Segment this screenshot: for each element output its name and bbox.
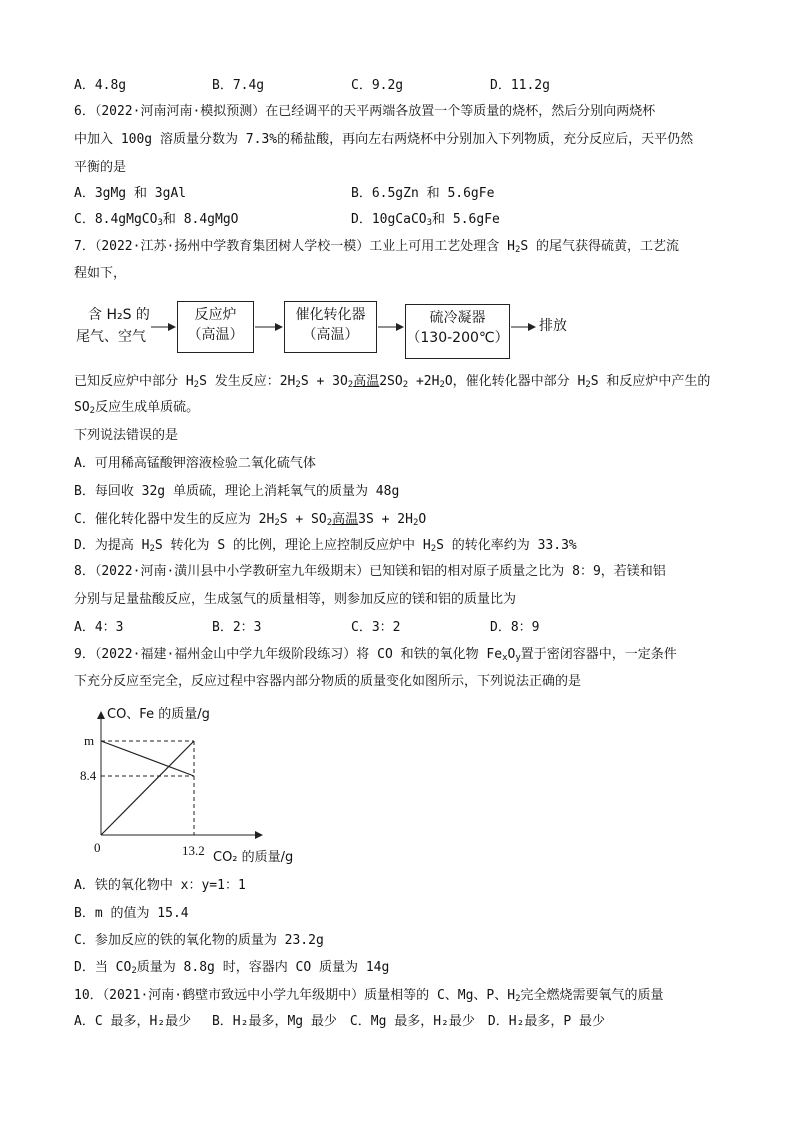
flow-box-condenser: 硫冷凝器 （130-200℃） [405, 304, 510, 359]
q9-option-a: A．铁的氧化物中 x：y=1：1 [74, 878, 246, 893]
chart-y-axis-label: CO、Fe 的质量/g [107, 707, 210, 722]
q8-option-a: A．4：3 [74, 620, 124, 635]
flow-box-furnace: 反应炉 （高温） [177, 301, 254, 353]
q10-options: A．C 最多，H₂最少 B．H₂最多，Mg 最少 C．Mg 最多，H₂最少 D．H₂最多，P 最少 [74, 1014, 606, 1029]
q7-option-b: B．每回收 32g 单质硫，理论上消耗氧气的质量为 48g [74, 484, 400, 499]
q8-option-c: C．3：2 [351, 620, 401, 635]
q9-option-d: D．当 $CO_2$质量为 8.8g 时，容器内 CO 质量为 14g [74, 960, 390, 976]
q6-stem-line1: 6．（2022·河南河南·模拟预测）在已经调平的天平两端各放置一个等质量的烧杯，然后分别向两烧杯 [74, 104, 656, 119]
q8-stem-line1: 8．（2022·河南·潢川县中小学教研室九年级期末）已知镁和铝的相对原子质量之比为 8：9，若镁和铝 [74, 564, 666, 579]
q5-option-b: B．7.4g [212, 78, 265, 93]
flow-input-line2: 尾气、空气 [76, 329, 146, 345]
q8-stem-line2: 分别与足量盐酸反应，生成氢气的质量相等，则参加反应的镁和铝的质量比为 [74, 592, 517, 607]
q9-option-c: C．参加反应的铁的氧化物的质量为 23.2g [74, 933, 324, 948]
q6-stem-line2: 中加入 100g 溶质量分数为 7.3%的稀盐酸，再向左右两烧杯中分别加入下列物质，充分反应后，天平仍然 [74, 132, 694, 147]
q7-known-line1: 已知反应炉中部分 $H_2S$ 发生反应：$2H_2S + 3O_2$高温$2SO_2 +2H_2O$，催化转化器中部分 $H_2S$ 和反应炉中产生的 [74, 374, 711, 390]
q7-stem-line2: 程如下， [74, 266, 127, 281]
q7-stem-line1: 7．（2022·江苏·扬州中学教育集团树人学校一模）工业上可用工艺处理含 $H_2S$ 的尾气获得硫黄，工艺流 [74, 239, 680, 255]
chart-x-axis-label: CO₂ 的质量/g [213, 850, 294, 865]
q7-ask: 下列说法错误的是 [74, 428, 179, 443]
q6-option-a: A．3gMg 和 3gAl [74, 186, 187, 201]
chart-tick-y-m: m [84, 733, 95, 748]
chart-tick-x-0: 0 [94, 840, 101, 855]
flow-input-line1: 含 H₂S 的 [88, 307, 150, 323]
chart-series-co [101, 741, 194, 776]
q5-option-d: D．11.2g [490, 78, 550, 93]
q5-option-c: C．9.2g [351, 78, 404, 93]
q8-option-b: B．2：3 [212, 620, 262, 635]
q6-option-c: C．8.4gMgCO$_3$和 8.4gMgO [74, 212, 239, 228]
chart-tick-x-13.2: 13.2 [182, 843, 205, 858]
q7-option-d: D．为提高 $H_2S$ 转化为 S 的比例，理论上应控制反应炉中 $H_2S$ 的转化率约为 33.3% [74, 538, 577, 554]
q7-option-c: C．催化转化器中发生的反应为 $2H_2S + SO_2$高温$3S + 2H_2O$ [74, 512, 427, 528]
q7-option-a: A．可用稀高锰酸钾溶液检验二氧化硫气体 [74, 456, 316, 471]
q9-stem-line1: 9．（2022·福建·福州金山中学九年级阶段练习）将 CO 和铁的氧化物 $Fe_xO_y$置于密闭容器中，一定条件 [74, 647, 677, 663]
q9-stem-line2: 下充分反应至完全，反应过程中容器内部分物质的质量变化如图所示，下列说法正确的是 [74, 674, 582, 689]
q9-option-b: B．m 的值为 15.4 [74, 906, 189, 921]
chart-series-fe [101, 741, 194, 835]
q6-stem-line3: 平衡的是 [74, 160, 127, 175]
q6-option-b: B．6.5gZn 和 5.6gFe [351, 186, 495, 201]
chart-tick-y-8.4: 8.4 [80, 768, 97, 783]
q8-option-d: D．8：9 [490, 620, 540, 635]
flow-output: 排放 [539, 318, 567, 334]
flow-box-converter: 催化转化器 （高温） [284, 301, 377, 353]
q7-known-line2: $SO_2$反应生成单质硫。 [74, 400, 200, 416]
q6-option-d: D．10gCaCO$_3$和 5.6gFe [351, 212, 500, 228]
q5-option-a: A．4.8g [74, 78, 127, 93]
q10-stem: 10．（2021·河南·鹤壁市致远中小学九年级期中）质量相等的 C、Mg、P、$H_2$完全燃烧需要氧气的质量 [74, 988, 664, 1004]
